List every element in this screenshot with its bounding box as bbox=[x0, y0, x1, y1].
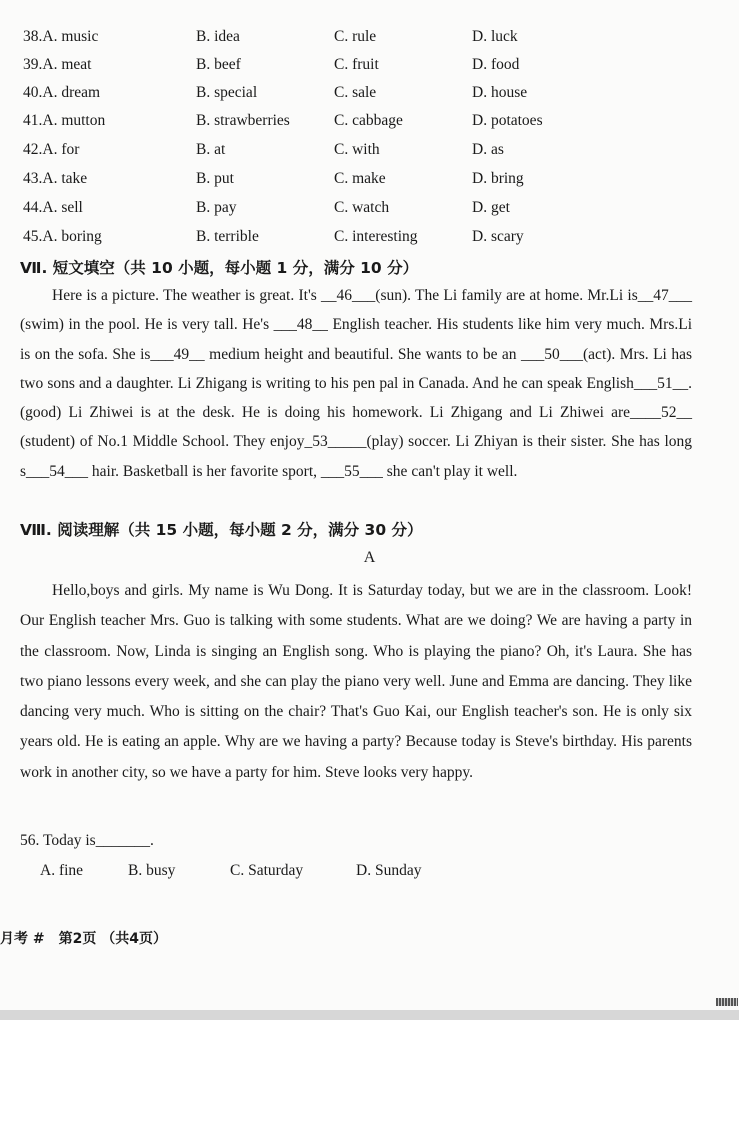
option-c: C. cabbage bbox=[334, 112, 403, 129]
question-56: 56. Today is_______. bbox=[20, 832, 154, 849]
option-a: 45.A. boring bbox=[23, 228, 102, 245]
option-b: B. terrible bbox=[196, 228, 259, 245]
option-a: 42.A. for bbox=[23, 141, 80, 158]
option-a: 41.A. mutton bbox=[23, 112, 106, 129]
option-row-43 bbox=[0, 170, 739, 194]
passage-a-title: A bbox=[363, 549, 376, 566]
option-row-38 bbox=[0, 28, 739, 52]
option-c: C. interesting bbox=[334, 228, 418, 245]
section-7-heading: Ⅶ. 短文填空（共 10 小题，每小题 1 分，满分 10 分） bbox=[20, 259, 419, 277]
answer-b: B. busy bbox=[128, 862, 176, 879]
qr-code-icon bbox=[716, 998, 738, 1006]
reading-passage-text: Hello,boys and girls. My name is Wu Dong. It is Saturday today, but we are in the classroom. Look! Our English teacher Mrs. Guo is talking with some students. What are we doing? We are having a party in the classroom. Now, Linda is singing an English song. Who is playing the piano? Oh, it's Laura. She has two piano lessons every week, and she can play the piano very well. June and Emma are dancing. They like dancing very much. Who is sitting on the chair? That's Guo Kai, our English teacher's son. He is only six years old. He is eating an apple. Why are we having a party? Because today is Steve's birthday. His parents work in another city, so we have a party for him. Steve looks very happy. bbox=[20, 582, 692, 781]
option-b: B. put bbox=[196, 170, 234, 187]
option-d: D. as bbox=[472, 141, 504, 158]
answer-d: D. Sunday bbox=[356, 862, 422, 879]
option-b: B. strawberries bbox=[196, 112, 290, 129]
option-c: C. make bbox=[334, 170, 386, 187]
option-d: D. house bbox=[472, 84, 528, 101]
option-d: D. potatoes bbox=[472, 112, 543, 129]
option-row-42 bbox=[0, 141, 739, 165]
cloze-passage-text: Here is a picture. The weather is great. It's __46___(sun). The Li family are at home. Mr.Li is__47___ (swim) in the pool. He is very tall. He's ___48__ English teacher. His students like him very much. Mrs.Li is on the sofa. She is___49__ medium height and beautiful. She wants to be an ___50___(act). Mrs. Li has two sons and a daughter. Li Zhigang is writing to his pen pal in Canada. And he can speak English___51__. (good) Li Zhiwei is at the desk. He is doing his homework. Li Zhigang and Li Zhiwei are____52__ (student) of No.1 Middle School. They enjoy_53_____(play) soccer. Li Zhiyan is their sister. She has long s___54___ hair. Basketball is her favorite sport, ___55___ she can't play it well. bbox=[20, 287, 692, 480]
reading-passage-a bbox=[20, 576, 692, 788]
option-row-41 bbox=[0, 112, 739, 136]
option-b: B. beef bbox=[196, 56, 241, 73]
page-divider bbox=[0, 1010, 739, 1020]
option-row-40 bbox=[0, 84, 739, 108]
option-b: B. pay bbox=[196, 199, 237, 216]
option-d: D. luck bbox=[472, 28, 518, 45]
option-row-45 bbox=[0, 228, 739, 252]
option-c: C. sale bbox=[334, 84, 377, 101]
option-c: C. rule bbox=[334, 28, 377, 45]
option-c: C. fruit bbox=[334, 56, 379, 73]
section-8-heading: Ⅷ. 阅读理解（共 15 小题，每小题 2 分，满分 30 分） bbox=[20, 521, 423, 539]
option-d: D. food bbox=[472, 56, 520, 73]
option-a: 40.A. dream bbox=[23, 84, 101, 101]
question-56-answers bbox=[0, 862, 739, 886]
option-c: C. watch bbox=[334, 199, 390, 216]
option-a: 43.A. take bbox=[23, 170, 88, 187]
option-b: B. special bbox=[196, 84, 258, 101]
option-b: B. idea bbox=[196, 28, 240, 45]
option-d: D. bring bbox=[472, 170, 524, 187]
option-a: 44.A. sell bbox=[23, 199, 83, 216]
cloze-passage bbox=[20, 281, 692, 486]
option-row-44 bbox=[0, 199, 739, 223]
option-b: B. at bbox=[196, 141, 226, 158]
option-a: 39.A. meat bbox=[23, 56, 92, 73]
option-c: C. with bbox=[334, 141, 380, 158]
option-d: D. scary bbox=[472, 228, 524, 245]
page-footer: 月考 # 第2页 （共4页） bbox=[0, 931, 167, 947]
answer-a: A. fine bbox=[40, 862, 84, 879]
option-d: D. get bbox=[472, 199, 510, 216]
option-row-39 bbox=[0, 56, 739, 80]
option-a: 38.A. music bbox=[23, 28, 99, 45]
answer-c: C. Saturday bbox=[230, 862, 304, 879]
